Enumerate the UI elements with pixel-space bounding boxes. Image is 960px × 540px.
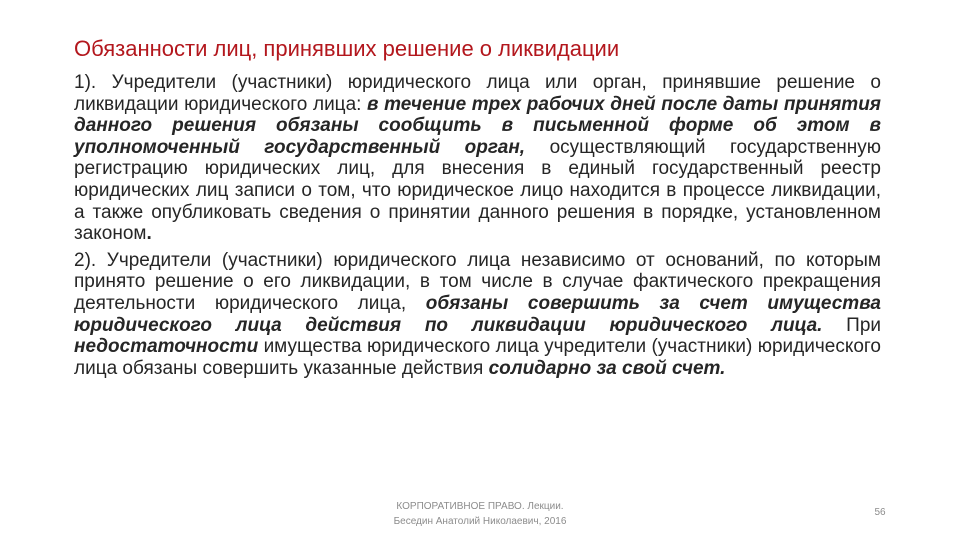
paragraph-1 [74,72,881,245]
paragraph-2-text-3: имущества юридического лица учредители (участники) юридического лица обязаны совершить указанные действия [74,336,881,379]
paragraph-2-text-1: 2). Учредители (участники) юридического лица независимо от оснований, по которым принято решение о его ликвидации, в том числе в случае фактического прекращения деятельности юридического лица, [74,249,881,314]
page-number: 56 [874,507,886,518]
slide-body [74,72,881,384]
paragraph-1-period: . [146,223,152,245]
footer-line-2: Беседин Анатолий Николаевич, 2016 [393,516,567,527]
paragraph-2-emphasis-3: солидарно за свой счет. [488,357,726,379]
paragraph-1-emphasis: в течение трех рабочих дней после даты принятия данного решения обязаны сообщить в письменной форме об этом в уполномоченный государственный орган, [74,93,881,158]
slide-title: Обязанности лиц, принявших решение о ликвидации [74,36,620,61]
paragraph-2-emphasis-1: обязаны совершить за счет имущества юридического лица действия по ликвидации юридического лица. [74,292,881,336]
footer-line-1: КОРПОРАТИВНОЕ ПРАВО. Лекции. [396,501,564,512]
paragraph-2-emphasis-2: недостаточности [74,336,259,358]
paragraph-1-text-1: 1). Учредители (участники) юридического лица или орган, принявшие решение о ликвидации юридического лица: [74,72,881,115]
slide-footer [330,499,630,529]
paragraph-1-text-2: осуществляющий государственную регистрацию юридических лиц, для внесения в единый государственный реестр юридических лиц записи о том, что юридическое лицо находится в процессе ликвидации, а также опубликовать сведения о принятии данного решения в порядке, установленном законом [74,136,881,245]
paragraph-2 [74,250,881,380]
paragraph-2-text-2: При [822,314,881,336]
